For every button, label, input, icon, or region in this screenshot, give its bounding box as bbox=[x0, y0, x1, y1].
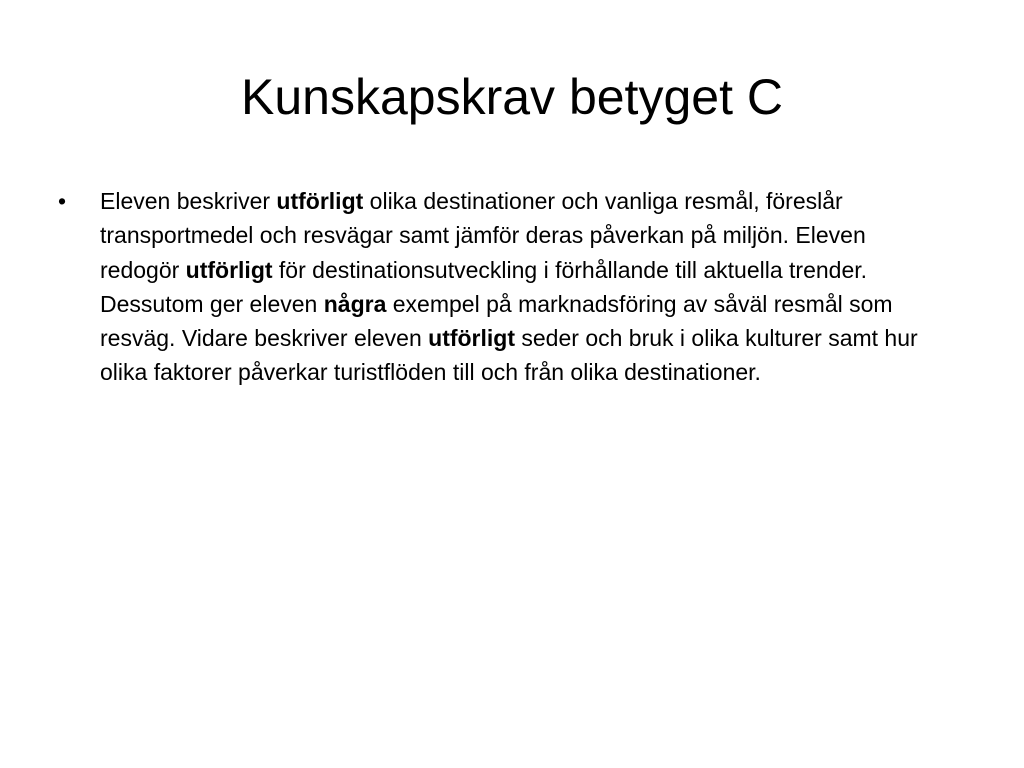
text-segment: Eleven beskriver bbox=[100, 188, 277, 214]
bullet-item bbox=[58, 184, 948, 390]
text-segment: seder och bruk i olika kulturer samt hur olika faktorer påverkar turistflöden till och från olika destinationer. bbox=[100, 325, 918, 386]
text-segment: olika destinationer och vanliga resmål, föreslår transportmedel och resvägar samt jämför deras påverkan på miljön. Eleven redogör bbox=[100, 188, 866, 283]
emphasis-text: utförligt bbox=[276, 188, 364, 214]
slide-title: Kunskapskrav betyget C bbox=[241, 69, 783, 125]
emphasis-text: utförligt bbox=[185, 256, 273, 283]
bullet-icon: • bbox=[58, 188, 67, 214]
text-segment: exempel på marknadsföring av såväl resmål som resväg. Vidare beskriver eleven bbox=[100, 290, 893, 352]
bullet-text bbox=[100, 184, 948, 390]
emphasis-text: några bbox=[323, 290, 387, 317]
slide-body bbox=[58, 184, 948, 390]
emphasis-text: utförligt bbox=[428, 325, 515, 352]
text-segment: för destinationsutveckling i förhållande till aktuella trender. Dessutom ger eleven bbox=[100, 256, 868, 317]
